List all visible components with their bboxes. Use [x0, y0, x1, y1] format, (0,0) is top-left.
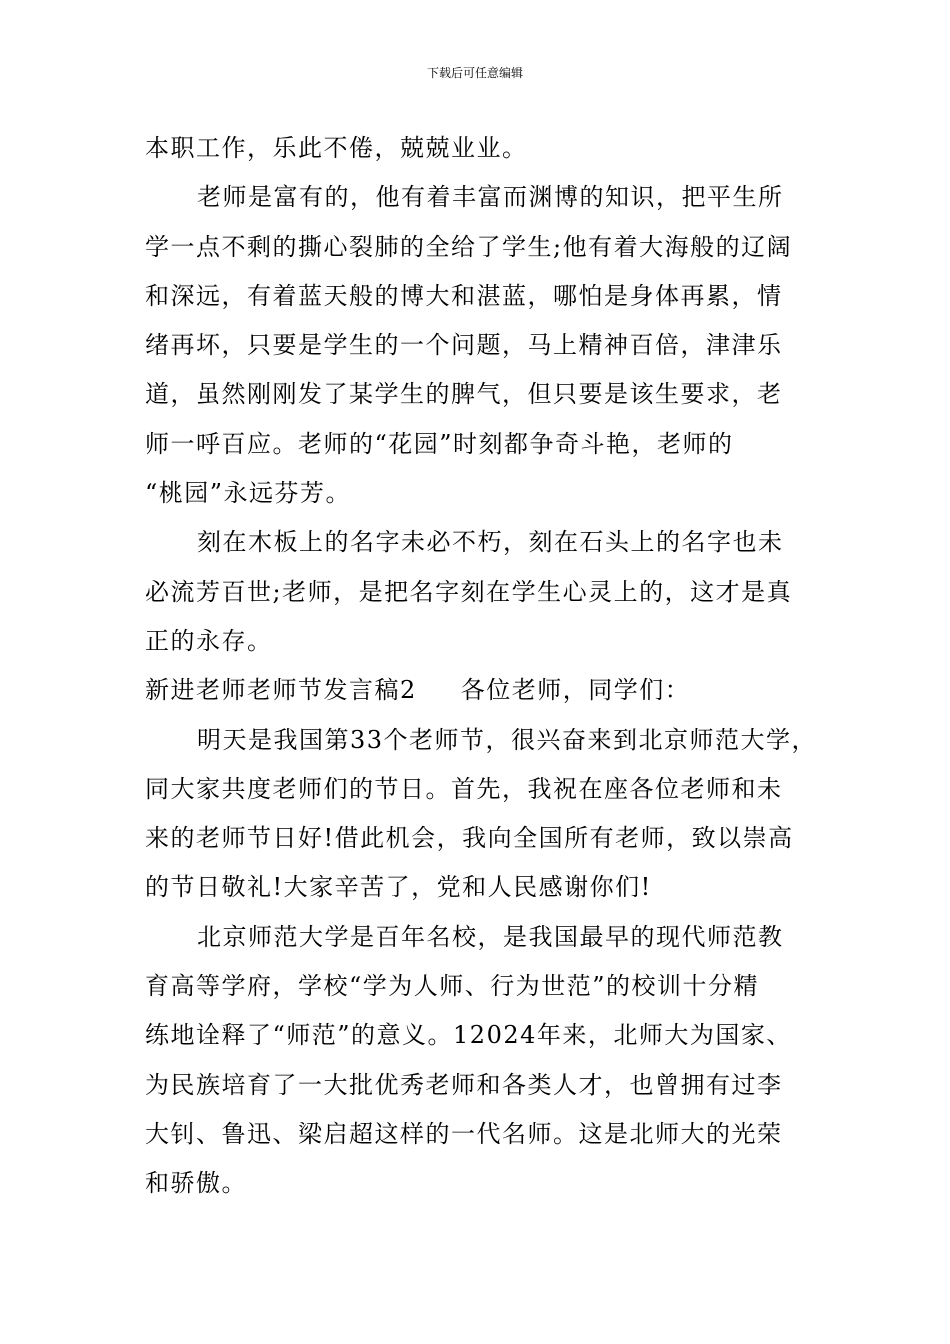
text-line: 道，虽然刚刚发了某学生的脾气，但只要是该生要求，老: [145, 380, 783, 409]
text-line: 为民族培育了一大批优秀老师和各类人才，也曾拥有过李: [145, 1070, 783, 1099]
text-line: 北京师范大学是百年名校，是我国最早的现代师范教: [197, 922, 784, 951]
text-line: 明天是我国第33个老师节，很兴奋来到北京师范大学，: [197, 725, 818, 754]
text-line: 绪再坏，只要是学生的一个问题，马上精神百倍，津津乐: [145, 331, 783, 360]
text-line: 刻在木板上的名字未必不朽，刻在石头上的名字也未: [197, 528, 784, 557]
text-line: 本职工作，乐此不倦，兢兢业业。: [145, 134, 528, 162]
page-header: 下载后可任意编辑: [426, 66, 523, 80]
text-line: 师一呼百应。老师的“花园”时刻都争奇斗艳，老师的: [145, 429, 734, 458]
text-line: 学一点不剩的撕心裂肺的全给了学生;他有着大海般的辽阔: [145, 232, 793, 261]
greeting: 各位老师，同学们：: [460, 676, 691, 705]
section-heading-line: [145, 666, 815, 715]
text-line: 大钊、鲁迅、梁启超这样的一代名师。这是北师大的光荣: [145, 1119, 783, 1148]
text-line: 和深远，有着蓝天般的博大和湛蓝，哪怕是身体再累，情: [145, 281, 783, 310]
text-line: 来的老师节日好!借此机会，我向全国所有老师，致以崇高: [145, 824, 794, 853]
text-line: 的节日敬礼!大家辛苦了，党和人民感谢你们!: [145, 873, 652, 902]
text-line: 育高等学府，学校“学为人师、行为世范”的校训十分精: [145, 972, 760, 1001]
text-line: 老师是富有的，他有着丰富而渊博的知识，把平生所: [197, 183, 784, 212]
text-line: “桃园”永远芬芳。: [145, 479, 352, 508]
document-body: [145, 124, 818, 1209]
text-line: 正的永存。: [145, 626, 273, 655]
text-line: 同大家共度老师们的节日。首先，我祝在座各位老师和未: [145, 774, 783, 803]
text-line: 和骄傲。: [145, 1169, 247, 1198]
section-title: 新进老师老师节发言稿2: [145, 676, 417, 705]
text-line: 必流芳百世;老师，是把名字刻在学生心灵上的，这才是真: [145, 577, 793, 606]
text-line: 练地诠释了“师范”的意义。12024年来，北师大为国家、: [145, 1021, 792, 1050]
